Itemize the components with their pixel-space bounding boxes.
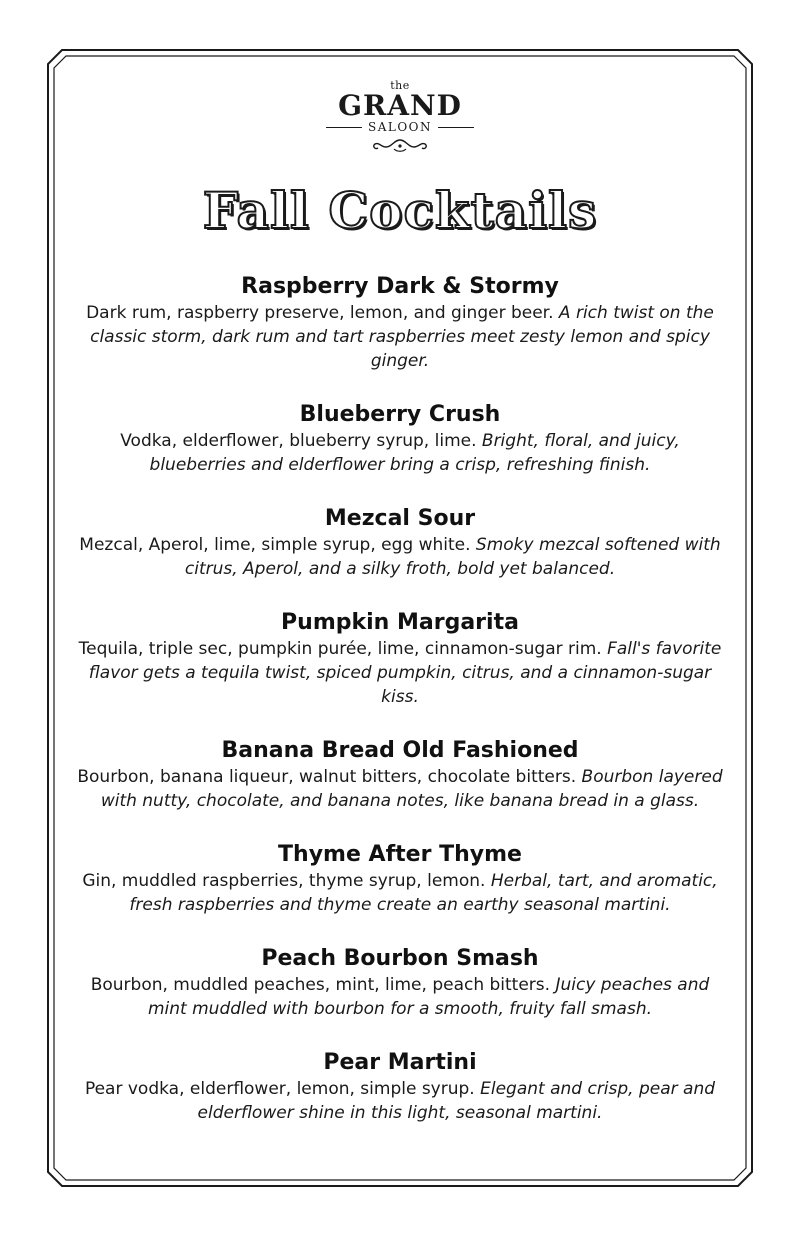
cocktail-name: Banana Bread Old Fashioned: [221, 738, 579, 763]
cocktail-name: Thyme After Thyme: [278, 842, 522, 867]
cocktail-description: [70, 533, 730, 581]
cocktail-ingredients: Tequila, triple sec, pumpkin purée, lime, cinnamon-sugar rim.: [78, 639, 602, 659]
cocktail-description: [70, 637, 730, 709]
cocktail-ingredients: Bourbon, muddled peaches, mint, lime, peach bitters.: [90, 975, 551, 995]
cocktail-description: [70, 301, 730, 373]
flourish-ornament-icon: [370, 137, 430, 153]
cocktail-item: [70, 840, 730, 917]
logo-rule-right: [438, 127, 474, 128]
cocktail-name: Pear Martini: [323, 1050, 477, 1075]
logo-saloon: SALOON: [367, 120, 433, 134]
cocktail-tagline: Smoky mezcal softened with citrus, Aperol, and a silky froth, bold yet balanced.: [184, 535, 721, 579]
logo-saloon-row: [300, 120, 500, 134]
cocktail-item: [70, 1048, 730, 1125]
cocktail-description: [70, 765, 730, 813]
cocktail-ingredients: Pear vodka, elderflower, lemon, simple syrup.: [84, 1079, 475, 1099]
cocktail-name: Raspberry Dark & Stormy: [241, 274, 559, 299]
cocktail-tagline: Fall's favorite flavor gets a tequila twist, spiced pumpkin, citrus, and a cinnamon-sugar kiss.: [88, 639, 722, 707]
cocktail-description: [70, 869, 730, 917]
cocktail-name: Blueberry Crush: [299, 402, 501, 427]
cocktail-ingredients: Bourbon, banana liqueur, walnut bitters, chocolate bitters.: [77, 767, 577, 787]
cocktail-tagline: Elegant and crisp, pear and elderflower shine in this light, seasonal martini.: [197, 1079, 716, 1123]
cocktail-list: [70, 272, 730, 1152]
grand-saloon-logo: [300, 80, 500, 162]
cocktail-tagline: Herbal, tart, and aromatic, fresh raspberries and thyme create an earthy seasonal martini.: [129, 871, 718, 915]
cocktail-description: [70, 1077, 730, 1125]
cocktail-item: [70, 504, 730, 581]
cocktail-item: [70, 400, 730, 477]
logo-the: the: [390, 79, 410, 92]
cocktail-item: [70, 272, 730, 373]
cocktail-item: [70, 608, 730, 709]
cocktail-ingredients: Dark rum, raspberry preserve, lemon, and ginger beer.: [86, 303, 554, 323]
cocktail-ingredients: Vodka, elderflower, blueberry syrup, lime.: [120, 431, 477, 451]
cocktail-tagline: Juicy peaches and mint muddled with bourbon for a smooth, fruity fall smash.: [147, 975, 710, 1019]
cocktail-description: [70, 429, 730, 477]
page-title: Fall Cocktails: [202, 181, 598, 240]
cocktail-item: [70, 944, 730, 1021]
cocktail-ingredients: Gin, muddled raspberries, thyme syrup, lemon.: [82, 871, 486, 891]
cocktail-name: Mezcal Sour: [324, 506, 476, 531]
cocktail-item: [70, 736, 730, 813]
cocktail-name: Pumpkin Margarita: [281, 610, 519, 635]
cocktail-ingredients: Mezcal, Aperol, lime, simple syrup, egg white.: [79, 535, 471, 555]
logo-rule-left: [326, 127, 362, 128]
cocktail-tagline: A rich twist on the classic storm, dark rum and tart raspberries meet zesty lemon and spicy ginger.: [90, 303, 714, 371]
cocktail-name: Peach Bourbon Smash: [261, 946, 539, 971]
logo-grand: GRAND: [338, 89, 462, 122]
cocktail-tagline: Bourbon layered with nutty, chocolate, and banana notes, like banana bread in a glass.: [100, 767, 723, 811]
cocktail-description: [70, 973, 730, 1021]
cocktail-tagline: Bright, floral, and juicy, blueberries and elderflower bring a crisp, refreshing finish.: [149, 431, 680, 475]
